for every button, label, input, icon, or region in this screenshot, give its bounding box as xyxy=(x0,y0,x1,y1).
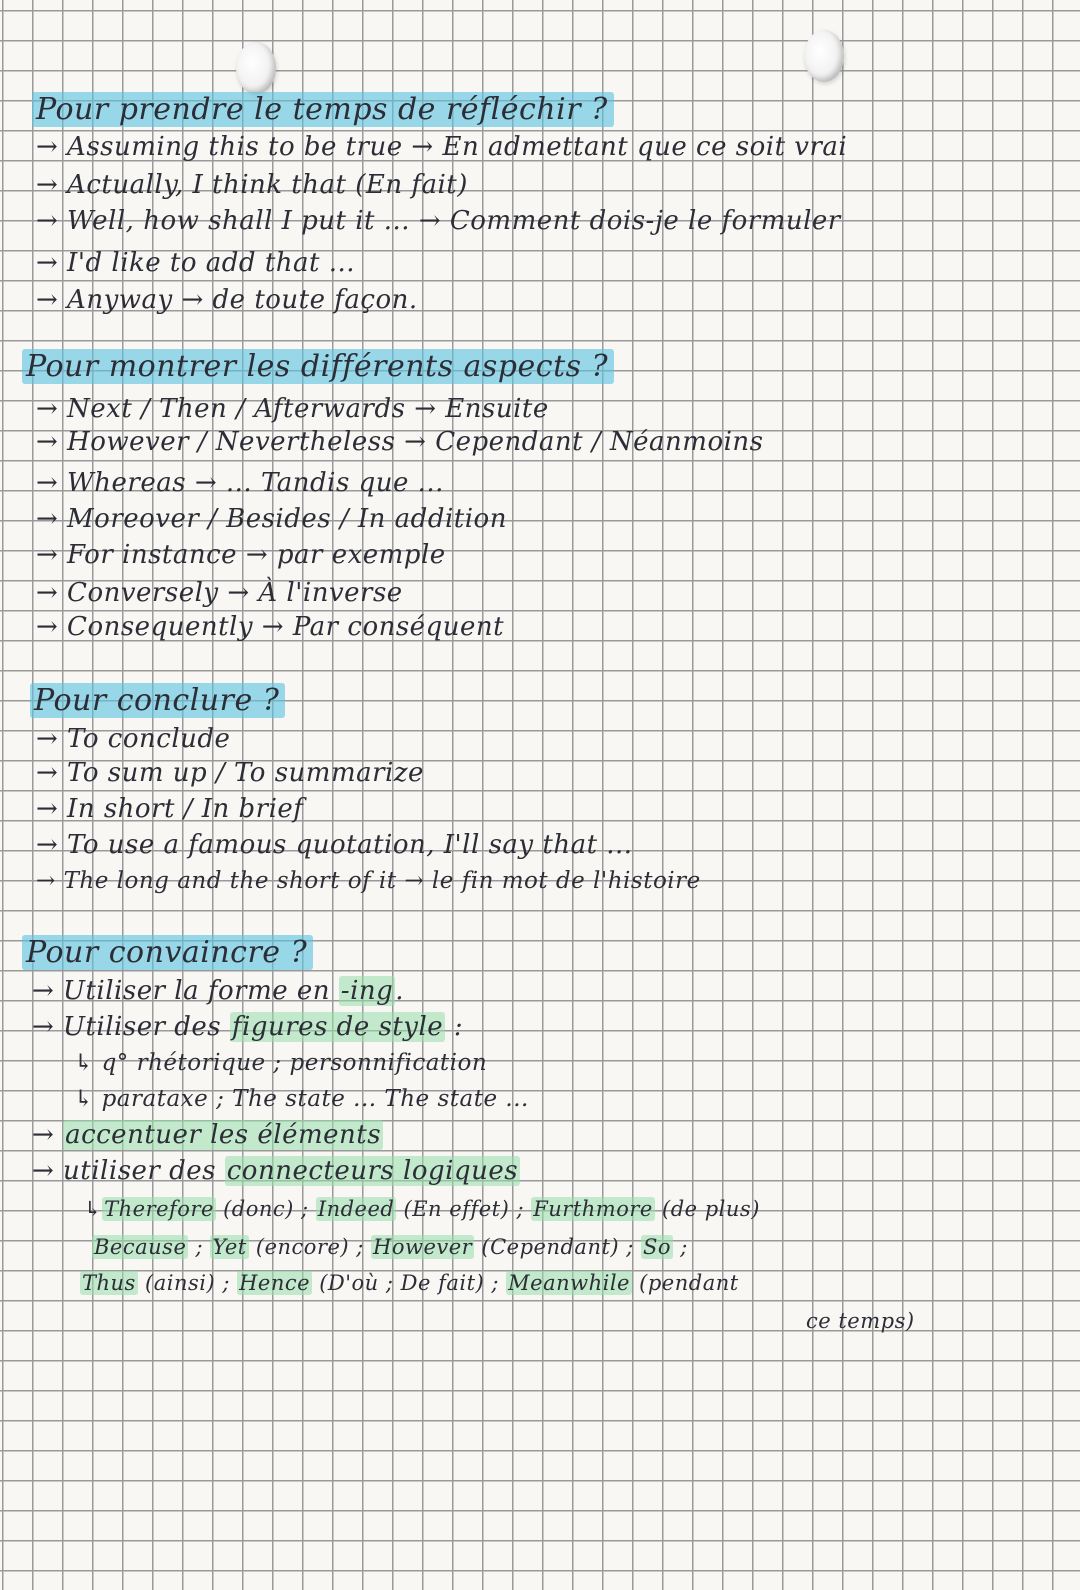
list-item: → In short / In brief xyxy=(36,794,304,824)
list-item: → Assuming this to be true → En admettant que ce soit vrai xyxy=(36,132,848,162)
keyword-highlight: Meanwhile xyxy=(508,1271,630,1295)
section-heading: Pour conclure ? xyxy=(30,686,285,716)
punch-hole-right xyxy=(804,30,844,82)
list-item: → Anyway → de toute façon. xyxy=(36,285,418,315)
keyword-highlight: connecteurs logiques xyxy=(226,1156,519,1186)
list-item: → Whereas → ... Tandis que ... xyxy=(36,468,444,498)
keyword-highlight: figures de style xyxy=(231,1012,444,1042)
connector-line: Because ; Yet (encore) ; However (Cependant) ; So ; xyxy=(94,1235,688,1259)
sub-item: ↳ parataxe ; The state ... The state ... xyxy=(74,1086,529,1112)
section-heading: Pour montrer les différents aspects ? xyxy=(22,352,614,382)
connector-line: ↳Therefore (donc) ; Indeed (En effet) ; Furthmore (de plus) xyxy=(84,1197,760,1221)
section-heading: Pour convaincre ? xyxy=(22,938,313,968)
keyword-highlight: However xyxy=(373,1235,473,1259)
list-item: → However / Nevertheless → Cependant / Néanmoins xyxy=(36,427,764,457)
list-item: → Conversely → À l'inverse xyxy=(36,578,403,608)
keyword-highlight: Yet xyxy=(212,1235,247,1259)
punch-hole-left xyxy=(236,42,276,94)
list-item: → The long and the short of it → le fin mot de l'histoire xyxy=(36,868,701,894)
keyword-highlight: Furthmore xyxy=(533,1197,653,1221)
keyword-highlight: So xyxy=(643,1235,672,1259)
section-heading: Pour prendre le temps de réfléchir ? xyxy=(32,95,614,125)
list-item: → Well, how shall I put it ... → Comment dois-je le formuler xyxy=(36,206,841,236)
list-item: → Moreover / Besides / In addition xyxy=(36,504,507,534)
list-item: → Actually, I think that (En fait) xyxy=(36,170,468,200)
keyword-highlight: Hence xyxy=(239,1271,311,1295)
list-item: → Next / Then / Afterwards → Ensuite xyxy=(36,394,549,424)
connector-line: Thus (ainsi) ; Hence (D'où ; De fait) ; Meanwhile (pendant xyxy=(82,1271,739,1295)
keyword-highlight: accentuer les éléments xyxy=(65,1120,382,1150)
list-item: → To conclude xyxy=(36,724,231,754)
list-item: → Consequently → Par conséquent xyxy=(36,612,505,642)
list-item: → accentuer les éléments xyxy=(32,1120,382,1150)
list-item: → Utiliser la forme en -ing. xyxy=(32,976,405,1006)
connector-line: ce temps) xyxy=(806,1309,915,1333)
list-item: → To sum up / To summarize xyxy=(36,758,424,788)
keyword-highlight: Because xyxy=(94,1235,187,1259)
list-item: → To use a famous quotation, I'll say that ... xyxy=(36,830,633,860)
list-item: → I'd like to add that ... xyxy=(36,248,356,278)
keyword-highlight: -ing xyxy=(340,976,394,1006)
list-item: → utiliser des connecteurs logiques xyxy=(32,1156,519,1186)
list-item: → Utiliser des figures de style : xyxy=(32,1012,464,1042)
keyword-highlight: Thus xyxy=(82,1271,136,1295)
keyword-highlight: Indeed xyxy=(317,1197,395,1221)
keyword-highlight: Therefore xyxy=(104,1197,214,1221)
sub-item: ↳ q° rhétorique ; personnification xyxy=(74,1050,488,1076)
list-item: → For instance → par exemple xyxy=(36,540,446,570)
